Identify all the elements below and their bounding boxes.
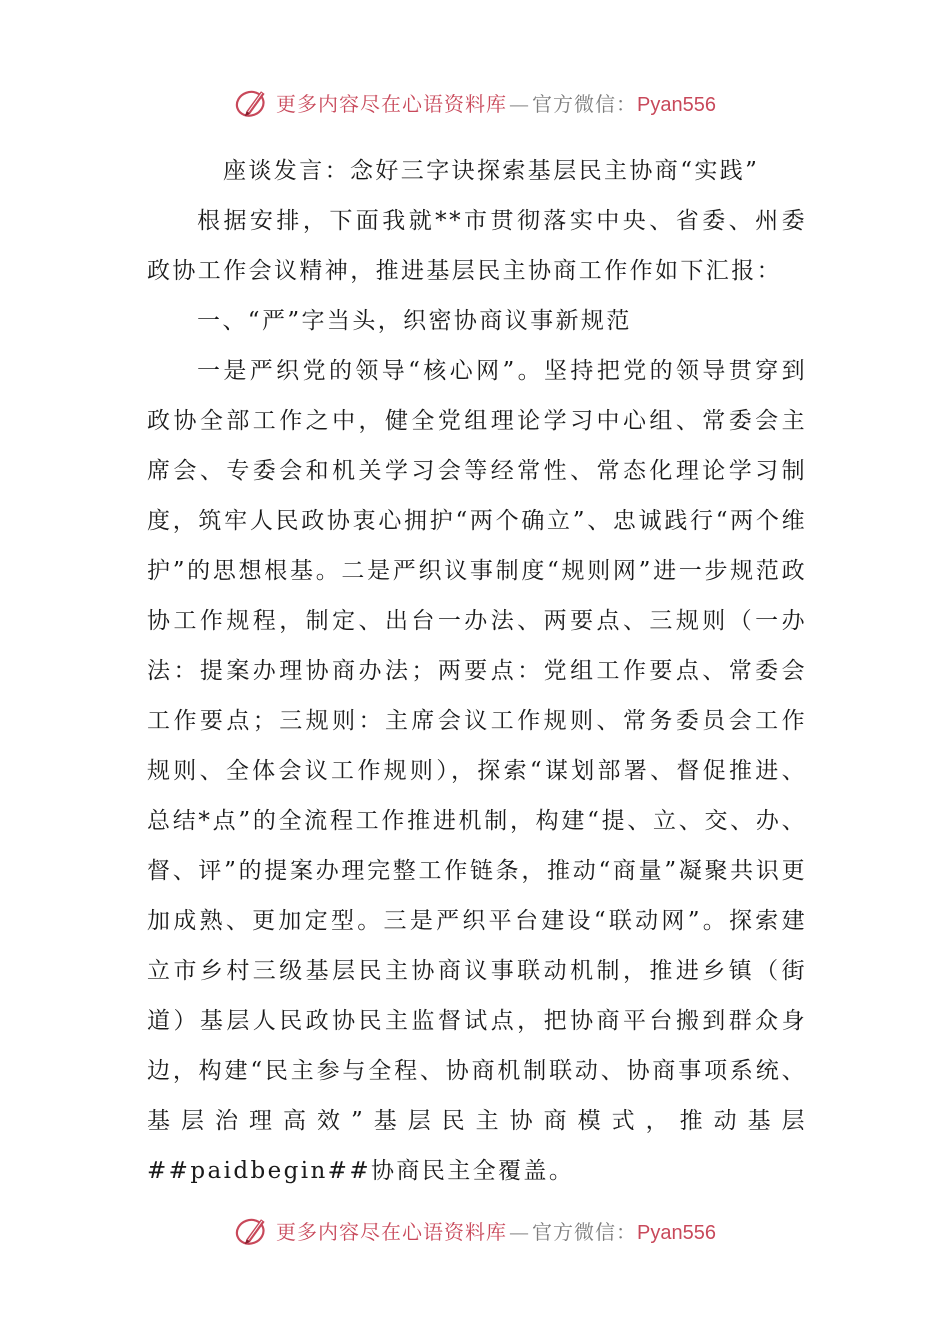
watermark-text: [276, 1216, 716, 1245]
watermark-banner-bottom: [0, 1208, 950, 1252]
watermark-wechat-label: 官方微信：: [532, 91, 638, 116]
section-heading: 一、“严”字当头，织密协商议事新规范: [197, 308, 632, 334]
pen-nib-circle-icon: [234, 1212, 270, 1248]
watermark-wechat-id: Pyan556: [637, 93, 716, 116]
watermark-wechat-id: Pyan556: [637, 1221, 716, 1244]
pen-nib-circle-icon: [234, 84, 270, 120]
intro-paragraph: 根据安排，下面我就**市贯彻落实中央、省委、州委政协工作会议精神，推进基层民主协商工作作如下汇报：: [147, 208, 807, 284]
watermark-banner-top: [0, 80, 950, 124]
section-body-paragraph: 一是严织党的领导“核心网”。坚持把党的领导贯穿到政协全部工作之中，健全党组理论学习中心组、常委会主席会、专委会和机关学习会等经常性、常态化理论学习制度，筑牢人民政协衷心拥护“两个确立”、忠诚践行“两个维护”的思想根基。二是严织议事制度“规则网”进一步规范政协工作规程，制定、出台一办法、两要点、三规则（一办法：提案办理协商办法；两要点：党组工作要点、常委会工作要点；三规则：主席会议工作规则、常务委员会工作规则、全体会议工作规则），探索“谋划部署、督促推进、总结*点”的全流程工作推进机制，构建“提、立、交、办、督、评”的提案办理完整工作链条，推动“商量”凝聚共识更加成熟、更加定型。三是严织平台建设“联动网”。探索建立市乡村三级基层民主协商议事联动机制，推进乡镇（街道）基层人民政协民主监督试点，把协商平台搬到群众身边，构建“民主参与全程、协商机制联动、协商事项系统、基层治理高效”基层民主协商模式，推动基层##paidbegin##协商民主全覆盖。: [147, 358, 807, 1184]
watermark-site: 更多内容尽在心语资料库: [276, 1219, 508, 1244]
watermark-wechat-label: 官方微信：: [532, 1219, 638, 1244]
document-body: [147, 146, 807, 1196]
document-title: 座谈发言：念好三字诀探索基层民主协商“实践”: [223, 158, 760, 184]
watermark-site: 更多内容尽在心语资料库: [276, 91, 508, 116]
watermark-dash: —: [509, 91, 531, 116]
watermark-text: [276, 88, 716, 117]
watermark-dash: —: [509, 1219, 531, 1244]
